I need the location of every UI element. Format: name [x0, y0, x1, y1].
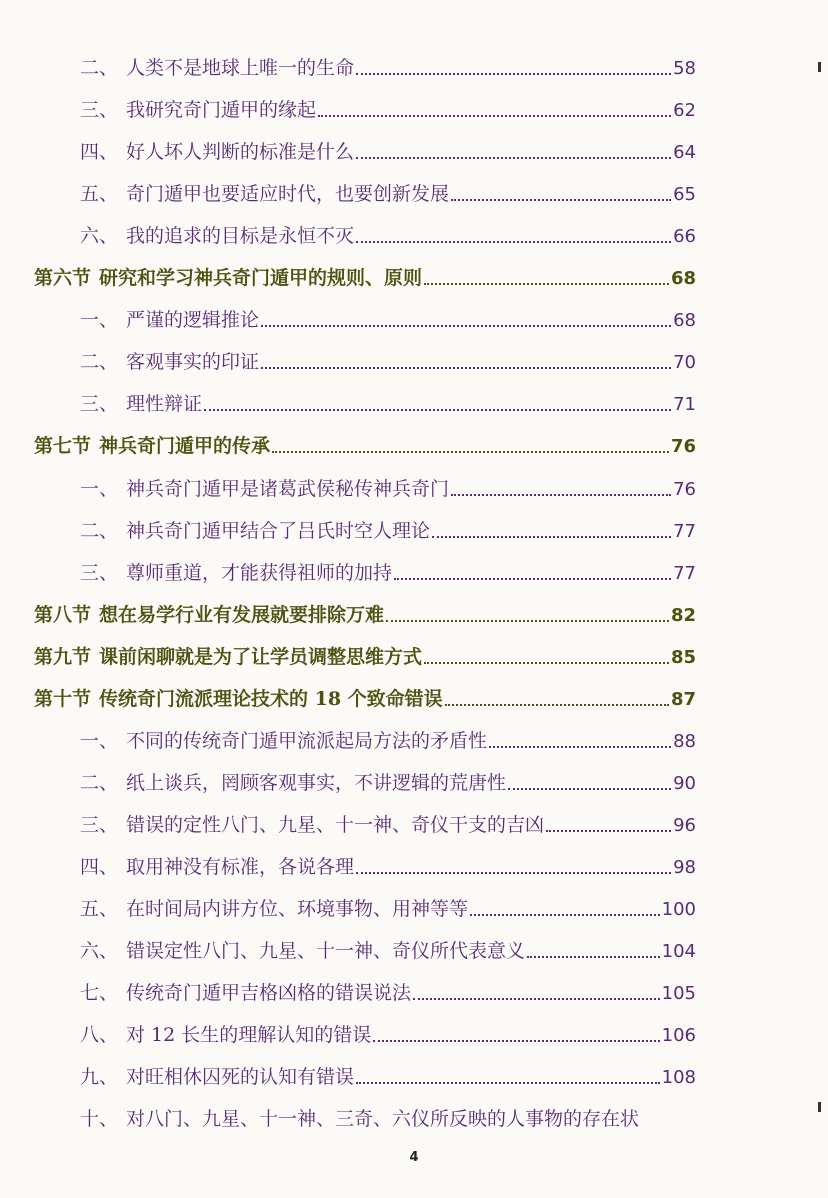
dot-leader: [373, 1040, 659, 1042]
dot-leader: [445, 704, 669, 706]
dot-leader: [394, 578, 671, 580]
toc-entry-title: 课前闲聊就是为了让学员调整思维方式: [99, 645, 423, 668]
toc-section-entry: [34, 260, 696, 296]
toc-entry-page: 68: [673, 310, 696, 332]
dot-leader: [261, 325, 671, 327]
dot-leader: [261, 367, 671, 369]
toc-entry-title: 好人坏人判断的标准是什么: [126, 141, 355, 164]
toc-entry-number: 七、: [80, 982, 119, 1005]
dot-leader: [451, 494, 671, 496]
toc-entry-page: 105: [661, 983, 696, 1005]
scan-mark: [818, 1102, 821, 1112]
toc-entry-title: 严谨的逻辑推论: [126, 309, 260, 332]
toc-entry-title: 取用神没有标准，各说各理: [126, 855, 355, 878]
toc-subsection-entry: [80, 807, 696, 843]
toc-entry-page: 100: [661, 899, 696, 920]
toc-entry-page: 71: [673, 394, 696, 416]
toc-subsection-entry: [80, 513, 696, 549]
dot-leader: [432, 536, 671, 538]
toc-entry-title: 奇门遁甲也要适应时代，也要创新发展: [126, 183, 450, 206]
toc-subsection-entry: [80, 1059, 696, 1095]
toc-subsection-entry: [80, 723, 696, 759]
toc-entry-title: 想在易学行业有发展就要排除万难: [99, 603, 385, 626]
dot-leader: [356, 73, 671, 75]
toc-subsection-entry: [80, 134, 696, 170]
toc-entry-title: 对八门、九星、十一神、三奇、六仪所反映的人事物的存在状: [126, 1108, 640, 1131]
toc-entry-page: 77: [673, 520, 696, 542]
toc-entry-number: 三、: [80, 561, 119, 584]
toc-entry-page: 68: [670, 268, 696, 290]
toc-entry-page: 82: [670, 604, 696, 626]
toc-subsection-entry: [80, 386, 696, 422]
dot-leader: [451, 199, 671, 201]
scan-mark: [818, 62, 821, 72]
toc-entry-title: 神兵奇门遁甲是诸葛武侯秘传神兵奇门: [126, 477, 450, 500]
toc-entry-title: 错误的定性八门、九星、十一神、奇仪干支的吉凶: [126, 813, 545, 836]
toc-entry-number: 十、: [80, 1108, 119, 1131]
toc-entry-page: 108: [661, 1067, 696, 1089]
toc-subsection-entry: [80, 1017, 696, 1053]
dot-leader: [356, 872, 671, 874]
dot-leader: [204, 409, 671, 411]
toc-entry-number: 六、: [80, 940, 119, 963]
toc-entry-page: 65: [673, 184, 696, 206]
dot-leader: [356, 1082, 660, 1084]
dot-leader: [546, 830, 671, 832]
toc-entry-number: 第十节: [34, 687, 92, 710]
toc-entry-title: 人类不是地球上唯一的生命: [126, 57, 355, 79]
dot-leader: [272, 451, 669, 453]
toc-entry-number: 三、: [80, 393, 119, 416]
toc-entry-title: 尊师重道，才能获得祖师的加持: [126, 561, 393, 584]
toc-entry-number: 二、: [80, 57, 119, 79]
toc-entry-number: 五、: [80, 183, 119, 206]
toc-entry-title: 理性辩证: [126, 393, 203, 416]
toc-entry-title: 神兵奇门遁甲的传承: [99, 435, 271, 458]
toc-entry-number: 二、: [80, 351, 119, 374]
toc-entry-number: 三、: [80, 813, 119, 836]
toc-entry-title: 错误定性八门、九星、十一神、奇仪所代表意义: [126, 940, 526, 963]
toc-section-entry: [34, 639, 696, 675]
toc-section-entry: [34, 681, 696, 717]
toc-entry-page: 76: [670, 436, 696, 458]
toc-entry-title: 我的追求的目标是永恒不灭: [126, 225, 355, 248]
toc-subsection-entry: [80, 218, 696, 254]
toc-entry-title: 我研究奇门遁甲的缘起: [126, 99, 317, 122]
toc-entry-page: 104: [661, 941, 696, 963]
toc-entry-title: 在时间局内讲方位、环境事物、用神等等: [126, 898, 469, 920]
toc-entry-page: 96: [673, 814, 696, 836]
toc-entry-number: 第八节: [34, 603, 92, 626]
toc-subsection-entry: [80, 975, 696, 1011]
toc-subsection-entry: [80, 933, 696, 969]
toc-section-entry: [34, 428, 696, 464]
dot-leader: [318, 115, 671, 117]
dot-leader: [470, 914, 660, 916]
toc-entry-number: 第六节: [34, 267, 92, 290]
toc-entry-title: 传统奇门遁甲吉格凶格的错误说法: [126, 982, 412, 1005]
toc-entry-page: 85: [670, 646, 696, 668]
toc-entry-page: 64: [673, 142, 696, 164]
toc-subsection-entry: [80, 555, 696, 591]
toc-entry-page: 87: [670, 688, 696, 710]
toc-entry-page: 70: [673, 352, 696, 374]
toc-entry-page: 106: [661, 1025, 696, 1047]
toc-entry-title: 纸上谈兵，罔顾客观事实，不讲逻辑的荒唐性: [126, 771, 507, 794]
toc-entry-title: 不同的传统奇门遁甲流派起局方法的矛盾性: [126, 729, 488, 752]
toc-entry-title: 客观事实的印证: [126, 351, 260, 374]
dot-leader: [527, 956, 660, 958]
dot-leader: [424, 283, 669, 285]
dot-leader: [413, 998, 660, 1000]
toc-entry-number: 二、: [80, 771, 119, 794]
dot-leader: [356, 157, 671, 159]
toc-entry-page: 77: [673, 562, 696, 584]
toc-entry-page: 58: [673, 58, 696, 79]
toc-entry-number: 二、: [80, 519, 119, 542]
toc-entry-title: 研究和学习神兵奇门遁甲的规则、原则: [99, 267, 423, 290]
toc-subsection-entry: [80, 50, 696, 86]
toc-subsection-entry: [80, 765, 696, 801]
toc-entry-page: 76: [673, 478, 696, 500]
toc-entry-number: 四、: [80, 855, 119, 878]
dot-leader: [424, 662, 669, 664]
toc-entry-title: 传统奇门流派理论技术的 18 个致命错误: [99, 687, 443, 710]
toc-entry-number: 一、: [80, 729, 119, 752]
toc-section-entry: [34, 597, 696, 633]
toc-entry-number: 第九节: [34, 645, 92, 668]
toc-subsection-entry: [80, 176, 696, 212]
dot-leader: [356, 241, 671, 243]
toc-entry-page: 90: [673, 772, 696, 794]
dot-leader: [508, 788, 671, 790]
toc-entry-title: 对 12 长生的理解认知的错误: [126, 1024, 372, 1047]
toc-entry-title: 对旺相休囚死的认知有错误: [126, 1066, 355, 1089]
toc-subsection-entry: [80, 1101, 696, 1137]
toc-subsection-entry: [80, 92, 696, 128]
toc-entry-number: 四、: [80, 141, 119, 164]
toc-entry-number: 一、: [80, 309, 119, 332]
toc-entry-title: 神兵奇门遁甲结合了吕氏时空人理论: [126, 519, 431, 542]
dot-leader: [489, 746, 671, 748]
toc-entry-page: 88: [673, 730, 696, 752]
toc-entry-page: 66: [673, 226, 696, 248]
toc-subsection-entry: [80, 344, 696, 380]
toc-entry-number: 五、: [80, 898, 119, 920]
toc-entry-number: 六、: [80, 225, 119, 248]
toc-entry-page: 62: [673, 100, 696, 122]
page-number: 4: [409, 1150, 419, 1165]
toc-entry-number: 八、: [80, 1024, 119, 1047]
toc-entry-number: 三、: [80, 99, 119, 122]
toc-subsection-entry: [80, 891, 696, 927]
toc-entry-number: 九、: [80, 1066, 119, 1089]
toc-subsection-entry: [80, 302, 696, 338]
dot-leader: [386, 620, 669, 622]
toc-subsection-entry: [80, 471, 696, 507]
toc-entry-page: 98: [673, 856, 696, 878]
toc-subsection-entry: [80, 849, 696, 885]
toc-entry-number: 第七节: [34, 435, 92, 458]
toc-entry-number: 一、: [80, 477, 119, 500]
